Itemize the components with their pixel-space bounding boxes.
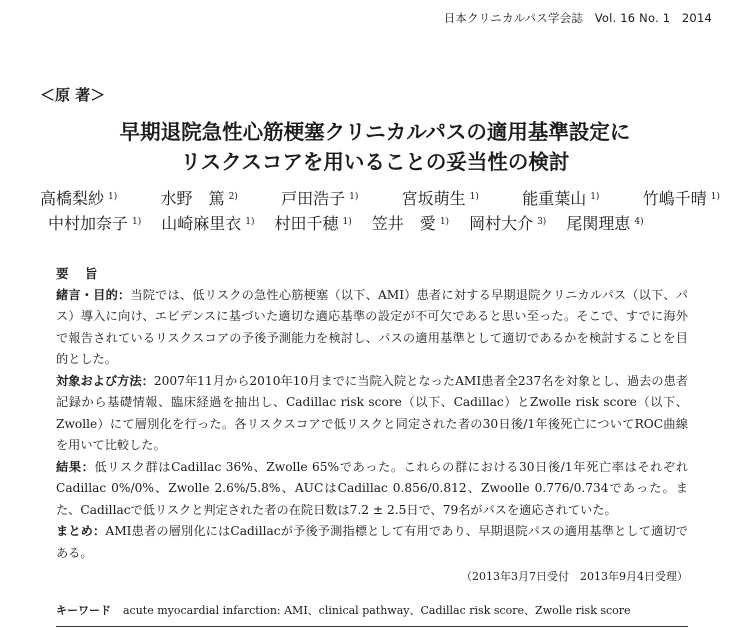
abstract-heading: 要 旨 [56, 266, 104, 281]
author: 笠井 愛 $^{1)}$ [371, 214, 450, 233]
keywords-label: キーワード [56, 604, 111, 617]
journal-header: 日本クリニカルパス学会誌 Vol. 16 No. 1 2014 [443, 11, 712, 25]
author-list [40, 187, 720, 211]
abstract-section-methods: 対象および方法：2007年11月から2010年10月までに当院入院となったAMI患者全237名を対象とし、過去の患者記録から基礎情報、臨床経過を抽出し、Cadillac risk score（以下、Cadillac）とZwolle risk score（以下、Zwolle）にて層別化を行った。各リスクスコアで低リスクと同定された者の30日後/1年後死亡についてROC曲線を用いて比較した。 [56, 373, 689, 452]
author-row-1 [40, 187, 720, 211]
abstract-section-purpose: 緒言・目的：当院では、低リスクの急性心筋梗塞（以下、AMI）患者に対する早期退院クリニカルパス（以下、パス）導入に向け、エビデンスに基づいた適切な適応基準の設定が不可欠であると思い至った。そこで、すでに海外で報告されているリスクスコアの予後予測能力を検討し、パスの適用基準として適切であるかを検討することを目的とした。 [56, 287, 688, 366]
author: 戸田浩子 $^{1)}$ [281, 189, 359, 208]
author-row-2 [48, 212, 708, 236]
author: 高橋梨紗 $^{1)}$ [40, 189, 118, 208]
keywords [56, 602, 631, 618]
author: 竹嶋千晴 $^{1)}$ [642, 189, 720, 208]
author: 中村加奈子 $^{1)}$ [48, 214, 142, 233]
abstract [56, 263, 688, 564]
title-line-1: 早期退院急性心筋梗塞クリニカルパスの適用基準設定に [119, 120, 631, 144]
author: 尾関理恵 $^{4)}$ [566, 214, 644, 233]
author: 村田千穂 $^{1)}$ [274, 214, 352, 233]
author: 能重葉山 $^{1)}$ [522, 189, 600, 208]
article-title [0, 117, 750, 177]
received-dates: （2013年3月7日受付 2013年9月4日受理） [461, 570, 688, 583]
abstract-section-results: 結果：低リスク群はCadillac 36%、Zwolle 65%であった。これらの群における30日後/1年死亡率はそれぞれCadillac 0%/0%、Zwolle 2.6%/5.8%、AUCはCadillac 0.856/0.812、Zwoolle 0.776/0.734であった。また、Cadillacで低リスクと判定された者の在院日数は7.2 ± 2.5日で、79名がパスを適応されていた。 [56, 459, 689, 517]
article-category: ＜原 著＞ [40, 86, 106, 104]
author: 岡村大介 $^{3)}$ [469, 214, 547, 233]
author: 山崎麻里衣 $^{1)}$ [161, 214, 255, 233]
keywords-text: acute myocardial infarction: AMI、clinical pathway、Cadillac risk score、Zwolle risk score [123, 604, 631, 617]
author-list-2 [48, 212, 708, 236]
footer-divider [56, 626, 688, 627]
abstract-section-summary: まとめ：AMI患者の層別化にはCadillacが予後予測指標として有用であり、早期退院パスの適用基準として適切である。 [56, 524, 688, 560]
title-line-2: リスクスコアを用いることの妥当性の検討 [180, 150, 570, 174]
author: 水野 篤 $^{2)}$ [160, 189, 238, 208]
author: 宮坂萌生 $^{1)}$ [401, 189, 479, 208]
